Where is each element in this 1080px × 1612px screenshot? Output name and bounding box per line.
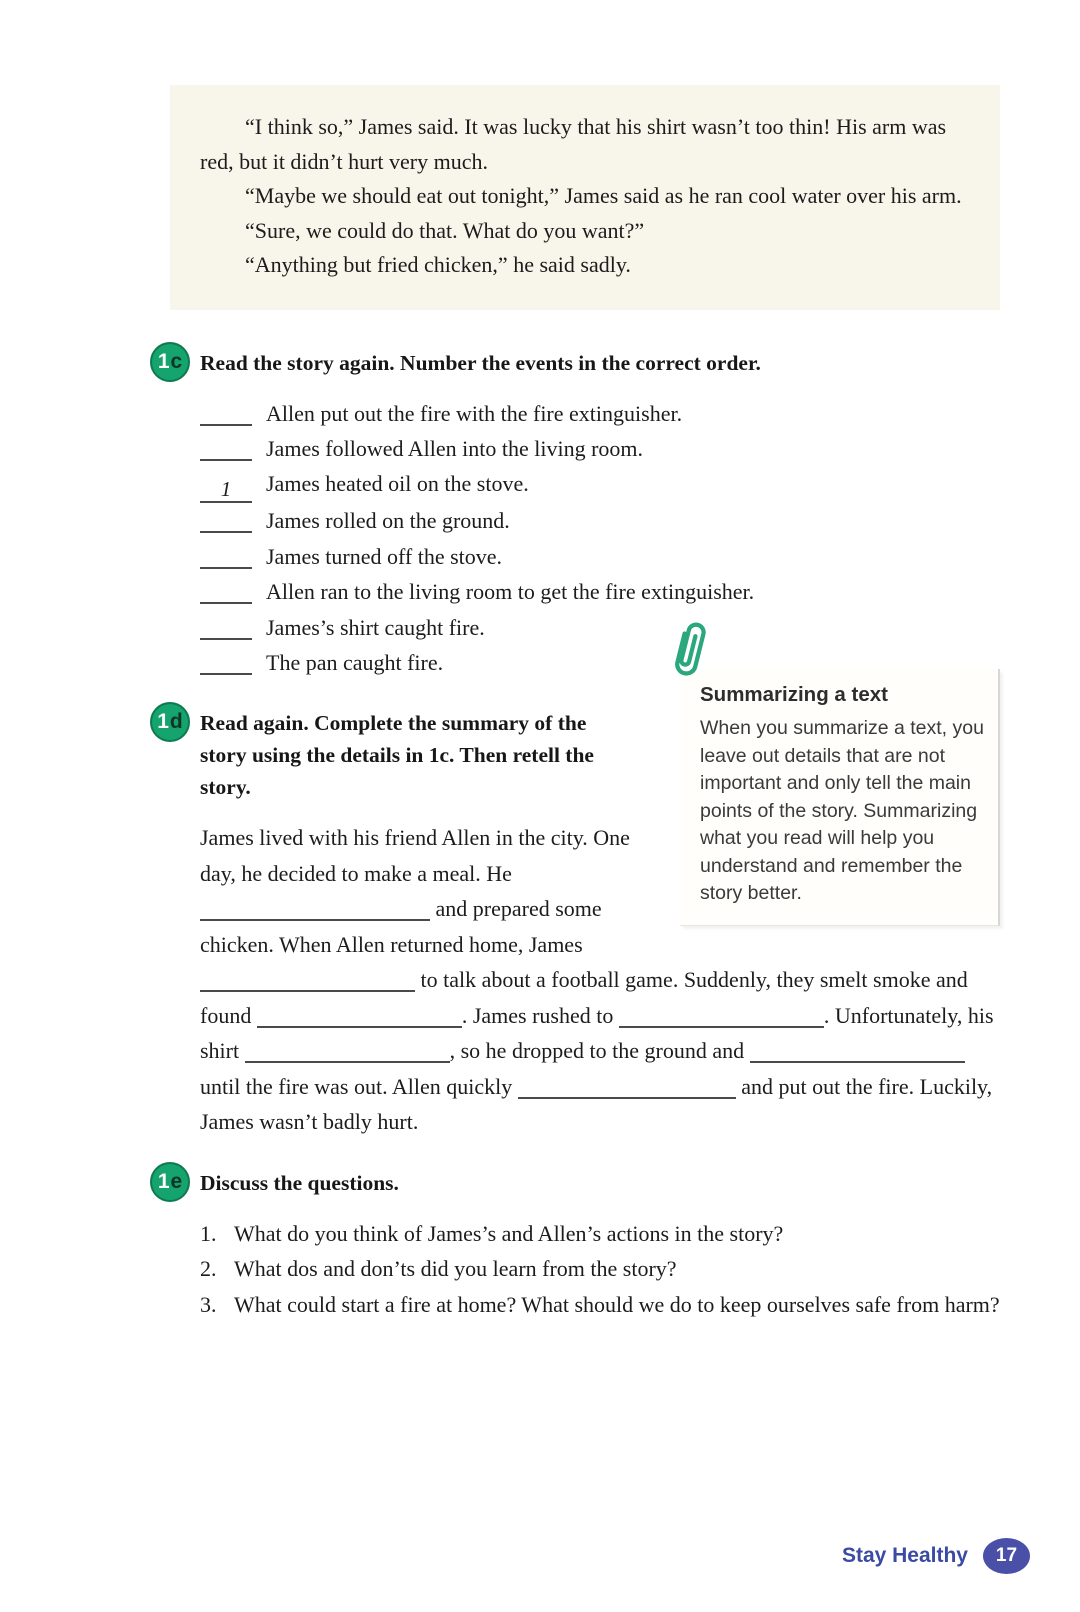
question-number: 3.	[200, 1291, 217, 1317]
story-paragraph: “I think so,” James said. It was lucky that his shirt wasn’t too thin! His arm was red, but it didn’t hurt very much.	[200, 114, 947, 174]
event-text: James followed Allen into the living room.	[266, 435, 644, 461]
tip-box-title: Summarizing a text	[700, 683, 888, 707]
badge-number: 1	[157, 710, 169, 734]
story-paragraphs	[200, 110, 968, 283]
event-row	[200, 503, 1000, 538]
summary-text: and put out the fire. Luckily, James wasn’t badly hurt.	[200, 1073, 993, 1135]
page-number-badge: 17	[983, 1538, 1030, 1574]
story-paragraph: “Anything but fried chicken,” he said sadly.	[245, 252, 631, 277]
order-blank[interactable]	[200, 543, 252, 569]
question-number: 1.	[200, 1220, 217, 1246]
order-blank[interactable]	[200, 400, 252, 426]
question-row	[200, 1251, 1000, 1286]
section-1d-badge	[150, 702, 190, 742]
event-text: James turned off the stove.	[266, 543, 503, 569]
summary-blank[interactable]	[245, 1037, 450, 1063]
story-paragraph: “Sure, we could do that. What do you want?”	[245, 217, 645, 243]
section-1d-title: Read again. Complete the summary of the story using the details in 1c. Then retell the story.	[200, 711, 594, 800]
badge-number: 1	[157, 349, 170, 373]
badge-number: 1	[157, 1169, 170, 1193]
section-1c-badge	[150, 342, 190, 382]
order-blank[interactable]: 1	[200, 477, 252, 503]
badge-letter: c	[170, 349, 183, 373]
order-blank[interactable]	[200, 649, 252, 675]
summary-blank[interactable]	[257, 1002, 462, 1028]
summary-blank[interactable]	[200, 966, 415, 992]
section-1e	[150, 1167, 1000, 1322]
event-row	[200, 466, 1000, 503]
order-blank[interactable]	[200, 578, 252, 604]
summary-text: to talk about a football game. Suddenly, they smelt smoke and found	[200, 967, 968, 1028]
event-text: James rolled on the ground.	[266, 508, 510, 534]
summary-text: . James rushed to	[461, 1002, 619, 1028]
event-text: James’s shirt caught fire.	[266, 614, 485, 640]
page-footer	[842, 1538, 1030, 1574]
unit-label: Stay Healthy	[841, 1544, 968, 1567]
story-paragraph: “Maybe we should eat out tonight,” James said as he ran cool water over his arm.	[245, 183, 962, 208]
question-text: What could start a fire at home? What should we do to keep ourselves safe from harm?	[234, 1291, 1000, 1317]
summary-text: . Unfortunately, his shirt	[200, 1002, 994, 1064]
question-text: What dos and don’ts did you learn from the story?	[234, 1256, 677, 1282]
event-row	[200, 574, 1000, 609]
event-row	[200, 431, 1000, 466]
section-1c	[150, 347, 1000, 681]
section-1d	[150, 683, 1000, 1140]
order-blank[interactable]	[200, 435, 252, 461]
summary-blank[interactable]	[619, 1002, 824, 1028]
question-number: 2.	[200, 1256, 217, 1282]
badge-letter: e	[170, 1169, 183, 1193]
tip-box	[680, 669, 1000, 926]
badge-letter: d	[169, 710, 183, 734]
section-1e-title: Discuss the questions.	[200, 1170, 399, 1195]
question-row	[200, 1216, 1000, 1251]
question-row	[200, 1287, 1000, 1322]
events-list	[200, 396, 1000, 681]
summary-text: and prepared some chicken. When Allen returned home, James	[200, 896, 602, 957]
section-1c-title: Read the story again. Number the events in the correct order.	[200, 350, 761, 375]
event-row	[200, 396, 1000, 431]
summary-blank[interactable]	[518, 1073, 736, 1099]
story-excerpt	[170, 85, 1000, 310]
event-text: Allen ran to the living room to get the fire extinguisher.	[266, 579, 755, 605]
question-text: What do you think of James’s and Allen’s actions in the story?	[234, 1220, 784, 1246]
section-1e-badge	[150, 1162, 190, 1202]
order-blank[interactable]	[200, 614, 252, 640]
event-text: Allen put out the fire with the fire extinguisher.	[266, 400, 683, 426]
summary-text: until the fire was out. Allen quickly	[200, 1073, 518, 1099]
event-text: The pan caught fire.	[266, 649, 444, 675]
summary-text: James lived with his friend Allen in the city. One day, he decided to make a meal. He	[200, 825, 630, 886]
summary-blank[interactable]	[750, 1037, 965, 1063]
order-blank[interactable]	[200, 507, 252, 533]
summary-text: , so he dropped to the ground and	[449, 1038, 750, 1064]
summary-blank[interactable]	[200, 895, 430, 921]
questions-list	[200, 1216, 1000, 1322]
event-text: James heated oil on the stove.	[266, 471, 529, 497]
textbook-page	[0, 85, 1080, 1612]
event-row	[200, 610, 1000, 645]
event-row	[200, 539, 1000, 574]
tip-box-body: When you summarize a text, you leave out details that are not important and only tell the main points of the story. Summarizing what you read will help you understand and remember the story better.	[700, 717, 984, 905]
